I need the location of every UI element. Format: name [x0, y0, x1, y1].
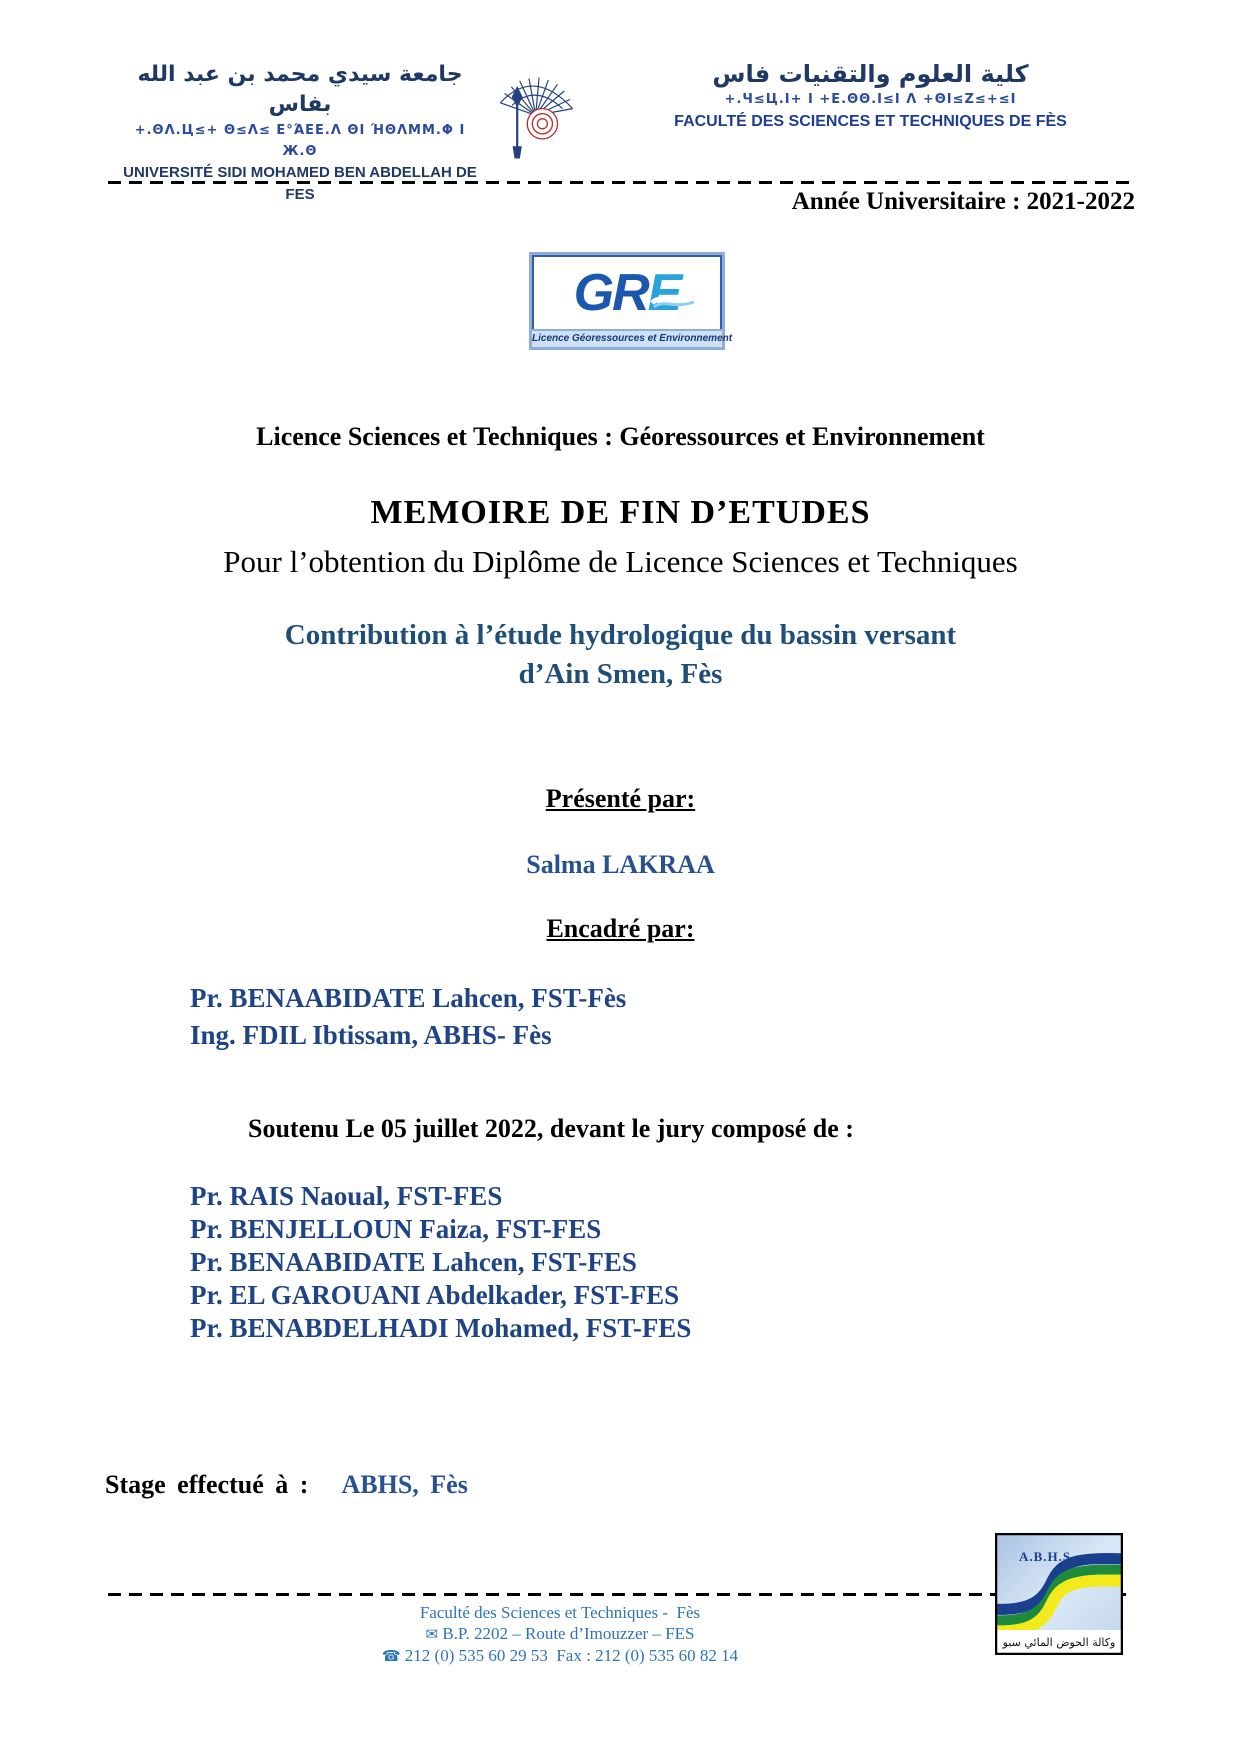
internship-place: ABHS, Fès	[341, 1470, 468, 1499]
memoire-title: MEMOIRE DE FIN D’ETUDES	[370, 494, 871, 531]
abhs-logo	[995, 1533, 1123, 1660]
university-header-block	[120, 60, 480, 206]
faculty-name-latin: FACULTÉ DES SCIENCES ET TECHNIQUES DE FÈS	[674, 113, 1067, 130]
footer-contact-block	[60, 1602, 1060, 1667]
presented-by-label: Présenté par:	[545, 784, 696, 813]
thesis-title	[0, 616, 1241, 694]
university-name-arabic: جامعة سيدي محمد بن عبد الله بفاس	[137, 62, 463, 117]
footer-phone-text: 212 (0) 535 60 29 53 Fax : 212 (0) 535 60 82 14	[400, 1646, 739, 1665]
jury-member: Pr. RAIS Naoual, FST-FES	[190, 1181, 503, 1211]
academic-year: Année Universitaire : 2021-2022	[791, 188, 1135, 215]
gre-letters-gr: GR	[573, 264, 648, 322]
footer-address-line	[60, 1623, 1060, 1645]
top-dashed-separator	[108, 181, 1137, 184]
svg-text:وكالة الحوض المائي سبو: وكالة الحوض المائي سبو	[1002, 1636, 1116, 1649]
jury-list	[190, 1180, 691, 1345]
gre-logo-letters	[532, 255, 722, 329]
footer-faculty-line: Faculté des Sciences et Techniques - Fès	[419, 1603, 701, 1622]
faculty-name-tifinagh: +.Ч≤Ц.Ι+ Ι +Ε.ΘΘ.Ι≤Ι Λ +ΘΙ≤Ζ≤+≤Ι	[724, 92, 1017, 107]
jury-member: Pr. EL GAROUANI Abdelkader, FST-FES	[190, 1280, 680, 1310]
envelope-icon: ✉	[425, 1625, 439, 1643]
university-name-latin: UNIVERSITÉ SIDI MOHAMED BEN ABDELLAH DE FES	[123, 164, 477, 203]
supervisor-item: Ing. FDIL Ibtissam, ABHS- Fès	[190, 1020, 552, 1050]
jury-member: Pr. BENJELLOUN Faiza, FST-FES	[190, 1214, 602, 1244]
author-name: Salma LAKRAA	[526, 850, 715, 879]
memoire-subtitle: Pour l’obtention du Diplôme de Licence Sciences et Techniques	[223, 544, 1018, 579]
internship-label: Stage effectué à :	[105, 1470, 309, 1499]
wave-icon	[650, 291, 698, 309]
svg-text:A.B.H.S: A.B.H.S	[1019, 1549, 1072, 1564]
gre-logo	[529, 252, 733, 350]
thesis-title-line2: d’Ain Smen, Fès	[518, 658, 723, 690]
footer-phone-line	[60, 1645, 1060, 1667]
thesis-title-line1: Contribution à l’étude hydrologique du bassin versant	[284, 619, 957, 651]
program-line: Licence Sciences et Techniques : Géoressources et Environnement	[256, 422, 985, 451]
footer-address-text: B.P. 2202 – Route d’Imouzzer – FES	[438, 1624, 695, 1643]
faculty-header-block	[598, 58, 1143, 133]
internship-line	[105, 1470, 468, 1500]
gre-letter-e: E	[647, 264, 681, 322]
jury-member: Pr. BENABDELHADI Mohamed, FST-FES	[190, 1313, 692, 1343]
faculty-name-arabic: كلية العلوم والتقنيات فاس	[712, 60, 1029, 88]
supervisor-item: Pr. BENAABIDATE Lahcen, FST-Fès	[190, 983, 627, 1013]
supervisors-list	[190, 980, 626, 1054]
phone-icon: ☎	[381, 1647, 401, 1665]
supervised-by-label: Encadré par:	[546, 914, 695, 943]
university-name-tifinagh: +.ΘΛ.Ц≤+ Θ≤Λ≤ Ε°ΆΕΕ.Λ ΘΙ ΉΘΛΜΜ.Φ Ι Ж.Θ	[134, 123, 466, 159]
defense-statement: Soutenu Le 05 juillet 2022, devant le jury composé de :	[248, 1114, 854, 1143]
jury-member: Pr. BENAABIDATE Lahcen, FST-FES	[190, 1247, 637, 1277]
gre-logo-caption: Licence Géoressources et Environnement	[532, 329, 722, 347]
bottom-dashed-separator	[108, 1593, 1126, 1596]
university-emblem-icon	[492, 56, 576, 173]
